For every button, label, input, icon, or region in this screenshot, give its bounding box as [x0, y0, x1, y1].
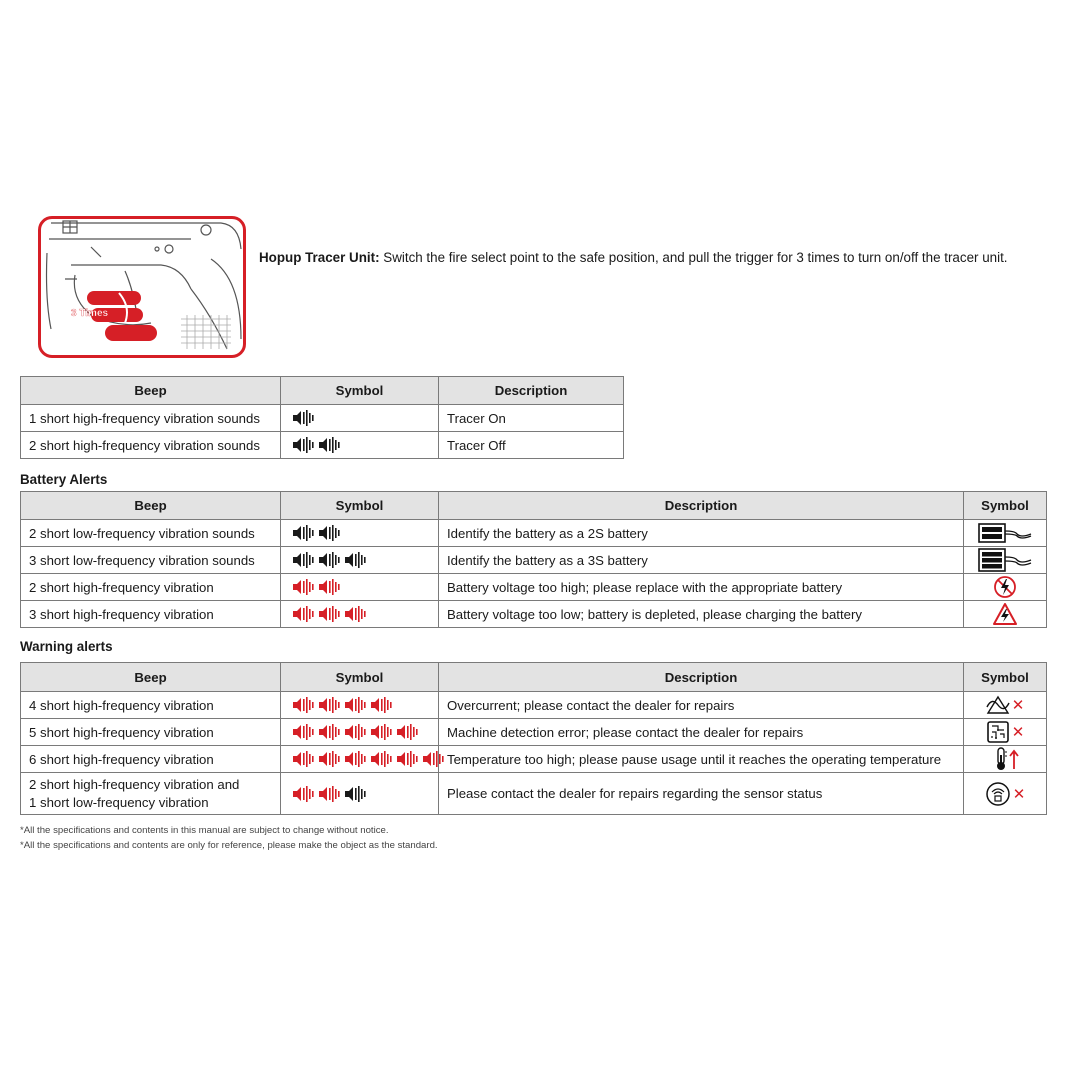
table-row — [21, 719, 1047, 746]
error-x-icon: ✕ — [1011, 697, 1025, 714]
beep-cell: 2 short high-frequency vibration sounds — [21, 432, 281, 459]
status-icon-cell — [964, 692, 1047, 719]
tracer-table — [20, 376, 624, 459]
description-cell: Machine detection error; please contact the dealer for repairs — [439, 719, 964, 746]
header-beep: Beep — [21, 663, 281, 692]
vibration-wave-icon — [319, 550, 340, 570]
symbol-cell — [281, 520, 439, 547]
error-x-icon: ✕ — [1011, 724, 1025, 741]
beep-cell: 3 short low-frequency vibration sounds — [21, 547, 281, 574]
description-cell: Tracer Off — [439, 432, 624, 459]
high-frequency-wave-icon — [397, 722, 418, 742]
beep-line-1: 2 short high-frequency vibration and — [29, 776, 240, 792]
table-row — [21, 746, 1047, 773]
high-frequency-wave-icon — [397, 749, 418, 769]
beep-cell — [21, 773, 281, 815]
header-symbol: Symbol — [281, 492, 439, 520]
vibration-wave-icon — [319, 435, 340, 455]
footnote-1: *All the specifications and contents in this manual are subject to change without notice. — [20, 825, 389, 836]
header-description: Description — [439, 492, 964, 520]
status-icon-cell — [964, 601, 1047, 628]
symbol-cell — [281, 719, 439, 746]
high-frequency-wave-icon — [345, 604, 366, 624]
high-frequency-wave-icon — [293, 577, 314, 597]
battery-3s-icon — [977, 548, 1033, 572]
three-times-label: 3 Times — [71, 308, 109, 319]
high-frequency-wave-icon — [319, 577, 340, 597]
battery-alerts-title: Battery Alerts — [20, 472, 108, 487]
warning-alerts-table — [20, 662, 1047, 815]
beep-cell: 4 short high-frequency vibration — [21, 692, 281, 719]
high-frequency-wave-icon — [371, 749, 392, 769]
symbol-cell — [281, 773, 439, 815]
status-icon-cell — [964, 547, 1047, 574]
intro-description: Switch the fire select point to the safe position, and pull the trigger for 3 times to turn on/off the tracer unit. — [383, 250, 1008, 265]
header-beep: Beep — [21, 377, 281, 405]
table-header-row — [21, 663, 1047, 692]
battery-alerts-table — [20, 491, 1047, 628]
high-frequency-wave-icon — [371, 695, 392, 715]
high-frequency-wave-icon — [345, 722, 366, 742]
table-row — [21, 520, 1047, 547]
symbol-cell — [281, 601, 439, 628]
status-icon-cell — [964, 746, 1047, 773]
table-row — [21, 405, 624, 432]
gun-trigger-drawing — [41, 219, 243, 355]
status-icon-cell — [964, 520, 1047, 547]
header-description: Description — [439, 377, 624, 405]
table-row — [21, 773, 1047, 815]
table-header-row — [21, 377, 624, 405]
voltage-warning-icon — [992, 602, 1018, 626]
symbol-cell — [281, 574, 439, 601]
header-beep: Beep — [21, 492, 281, 520]
status-icon-cell — [964, 719, 1047, 746]
beep-cell: 2 short high-frequency vibration — [21, 574, 281, 601]
beep-cell: 2 short low-frequency vibration sounds — [21, 520, 281, 547]
high-frequency-wave-icon — [345, 749, 366, 769]
vibration-wave-icon — [293, 435, 314, 455]
high-frequency-wave-icon — [319, 695, 340, 715]
table-header-row — [21, 492, 1047, 520]
header-description: Description — [439, 663, 964, 692]
vibration-wave-icon — [293, 523, 314, 543]
battery-2s-icon — [977, 522, 1033, 544]
vibration-wave-icon — [345, 550, 366, 570]
header-icon-symbol: Symbol — [964, 492, 1047, 520]
description-cell: Tracer On — [439, 405, 624, 432]
symbol-cell — [281, 405, 439, 432]
beep-cell: 3 short high-frequency vibration — [21, 601, 281, 628]
intro-text — [259, 249, 1059, 267]
high-frequency-wave-icon — [293, 784, 314, 804]
high-frequency-wave-icon — [293, 749, 314, 769]
trigger-illustration — [38, 216, 246, 358]
error-x-icon: ✕ — [1012, 785, 1026, 803]
description-cell: Identify the battery as a 2S battery — [439, 520, 964, 547]
high-frequency-wave-icon — [319, 604, 340, 624]
beep-cell: 5 short high-frequency vibration — [21, 719, 281, 746]
high-frequency-wave-icon — [319, 722, 340, 742]
table-row — [21, 601, 1047, 628]
symbol-cell — [281, 547, 439, 574]
symbol-cell — [281, 692, 439, 719]
table-row — [21, 692, 1047, 719]
symbol-cell — [281, 746, 439, 773]
high-frequency-wave-icon — [319, 784, 340, 804]
status-icon-cell — [964, 574, 1047, 601]
vibration-wave-icon — [293, 550, 314, 570]
description-cell: Please contact the dealer for repairs regarding the sensor status — [439, 773, 964, 815]
no-voltage-icon — [993, 575, 1017, 599]
header-icon-symbol: Symbol — [964, 663, 1047, 692]
table-row — [21, 547, 1047, 574]
sensor-error-icon — [985, 781, 1011, 807]
intro-label: Hopup Tracer Unit: — [259, 250, 380, 265]
overcurrent-icon — [986, 695, 1010, 715]
header-symbol: Symbol — [281, 663, 439, 692]
beep-cell: 6 short high-frequency vibration — [21, 746, 281, 773]
symbol-cell — [281, 432, 439, 459]
table-row — [21, 432, 624, 459]
header-symbol: Symbol — [281, 377, 439, 405]
circuit-error-icon — [986, 720, 1010, 744]
beep-cell: 1 short high-frequency vibration sounds — [21, 405, 281, 432]
temperature-icon — [991, 747, 1019, 771]
high-frequency-wave-icon — [293, 695, 314, 715]
description-cell: Temperature too high; please pause usage until it reaches the operating temperature — [439, 746, 964, 773]
vibration-wave-icon — [345, 784, 366, 804]
description-cell: Battery voltage too high; please replace with the appropriate battery — [439, 574, 964, 601]
description-cell: Overcurrent; please contact the dealer for repairs — [439, 692, 964, 719]
status-icon-cell — [964, 773, 1047, 815]
table-row — [21, 574, 1047, 601]
high-frequency-wave-icon — [371, 722, 392, 742]
description-cell: Battery voltage too low; battery is depleted, please charging the battery — [439, 601, 964, 628]
vibration-wave-icon — [293, 408, 314, 428]
high-frequency-wave-icon — [293, 722, 314, 742]
footnote-2: *All the specifications and contents are only for reference, please make the object as the standard. — [20, 840, 438, 851]
high-frequency-wave-icon — [345, 695, 366, 715]
high-frequency-wave-icon — [423, 749, 444, 769]
high-frequency-wave-icon — [293, 604, 314, 624]
warning-alerts-title: Warning alerts — [20, 639, 113, 654]
vibration-wave-icon — [319, 523, 340, 543]
high-frequency-wave-icon — [319, 749, 340, 769]
description-cell: Identify the battery as a 3S battery — [439, 547, 964, 574]
beep-line-2: 1 short low-frequency vibration — [29, 794, 209, 810]
